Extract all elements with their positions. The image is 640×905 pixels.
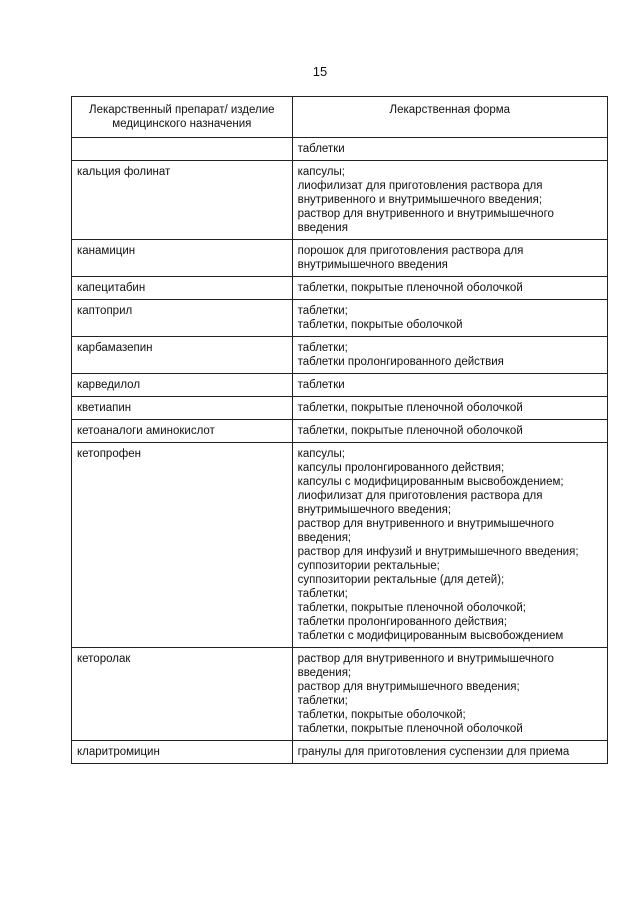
dosage-form-cell bbox=[292, 443, 607, 648]
table-row bbox=[72, 161, 608, 240]
dosage-form-line: таблетки, покрытые пленочной оболочкой bbox=[297, 425, 523, 437]
dosage-form-line: лиофилизат для приготовления раствора для внутримышечного введения; bbox=[297, 490, 543, 516]
dosage-form-line: раствор для внутривенного и внутримышечного введения bbox=[297, 208, 554, 234]
header-form: Лекарственная форма bbox=[292, 97, 607, 138]
table-row bbox=[72, 337, 608, 374]
dosage-form-line: гранулы для приготовления суспензии для приема bbox=[297, 746, 570, 758]
dosage-form-cell bbox=[292, 374, 607, 397]
dosage-form-line: таблетки пролонгированного действия; bbox=[297, 616, 508, 628]
dosage-form-cell bbox=[292, 277, 607, 300]
table-row bbox=[72, 374, 608, 397]
drug-table bbox=[71, 96, 608, 764]
table-row bbox=[72, 138, 608, 161]
dosage-form-cell bbox=[292, 420, 607, 443]
drug-name-cell bbox=[72, 138, 293, 161]
table-row bbox=[72, 420, 608, 443]
dosage-form-line: таблетки; bbox=[297, 695, 348, 707]
table-row bbox=[72, 240, 608, 277]
drug-name-cell: карведилол bbox=[72, 374, 293, 397]
table-row bbox=[72, 741, 608, 764]
drug-name-cell: кетоаналоги аминокислот bbox=[72, 420, 293, 443]
dosage-form-line: таблетки с модифицированным высвобождением bbox=[297, 630, 564, 642]
drug-name-cell: кларитромицин bbox=[72, 741, 293, 764]
table-row bbox=[72, 300, 608, 337]
drug-name-cell: кветиапин bbox=[72, 397, 293, 420]
dosage-form-line: таблетки; bbox=[297, 305, 348, 317]
drug-name-cell: кетопрофен bbox=[72, 443, 293, 648]
dosage-form-line: таблетки; bbox=[297, 342, 348, 354]
table-row bbox=[72, 277, 608, 300]
dosage-form-line: порошок для приготовления раствора для внутримышечного введения bbox=[297, 245, 524, 271]
dosage-form-line: суппозитории ректальные; bbox=[297, 560, 440, 572]
dosage-form-cell bbox=[292, 397, 607, 420]
dosage-form-line: таблетки, покрытые пленочной оболочкой bbox=[297, 282, 523, 294]
dosage-form-cell bbox=[292, 741, 607, 764]
drug-name-cell: канамицин bbox=[72, 240, 293, 277]
dosage-form-line: таблетки, покрытые оболочкой bbox=[297, 319, 463, 331]
dosage-form-cell bbox=[292, 648, 607, 741]
page-number: 15 bbox=[312, 64, 328, 79]
dosage-form-line: таблетки пролонгированного действия bbox=[297, 356, 504, 368]
dosage-form-cell bbox=[292, 138, 607, 161]
dosage-form-line: суппозитории ректальные (для детей); bbox=[297, 574, 505, 586]
drug-name-cell: капецитабин bbox=[72, 277, 293, 300]
table-row bbox=[72, 648, 608, 741]
dosage-form-line: таблетки bbox=[297, 379, 345, 391]
dosage-form-line: раствор для инфузий и внутримышечного введения; bbox=[297, 546, 579, 558]
table-row bbox=[72, 443, 608, 648]
dosage-form-line: таблетки, покрытые оболочкой; bbox=[297, 709, 466, 721]
dosage-form-line: таблетки, покрытые пленочной оболочкой bbox=[297, 723, 523, 735]
table-body bbox=[72, 138, 608, 764]
drug-name-cell: каптоприл bbox=[72, 300, 293, 337]
drug-name-cell: кеторолак bbox=[72, 648, 293, 741]
drug-name-cell: карбамазепин bbox=[72, 337, 293, 374]
dosage-form-line: раствор для внутривенного и внутримышечного введения; bbox=[297, 518, 554, 544]
dosage-form-line: капсулы; bbox=[297, 448, 345, 460]
table-header-row bbox=[72, 97, 608, 138]
dosage-form-line: таблетки, покрытые пленочной оболочкой bbox=[297, 402, 523, 414]
header-drug: Лекарственный препарат/ изделие медицинского назначения bbox=[72, 97, 293, 138]
table-row bbox=[72, 397, 608, 420]
dosage-form-cell bbox=[292, 161, 607, 240]
dosage-form-cell bbox=[292, 337, 607, 374]
dosage-form-line: капсулы пролонгированного действия; bbox=[297, 462, 505, 474]
dosage-form-line: таблетки bbox=[297, 143, 345, 155]
dosage-form-line: капсулы с модифицированным высвобождением; bbox=[297, 476, 564, 488]
dosage-form-line: таблетки, покрытые пленочной оболочкой; bbox=[297, 602, 526, 614]
dosage-form-line: раствор для внутримышечного введения; bbox=[297, 681, 520, 693]
dosage-form-cell bbox=[292, 300, 607, 337]
dosage-form-cell bbox=[292, 240, 607, 277]
drug-name-cell: кальция фолинат bbox=[72, 161, 293, 240]
dosage-form-line: капсулы; bbox=[297, 166, 345, 178]
dosage-form-line: лиофилизат для приготовления раствора для внутривенного и внутримышечного введения; bbox=[297, 180, 543, 206]
dosage-form-line: таблетки; bbox=[297, 588, 348, 600]
dosage-form-line: раствор для внутривенного и внутримышечного введения; bbox=[297, 653, 554, 679]
